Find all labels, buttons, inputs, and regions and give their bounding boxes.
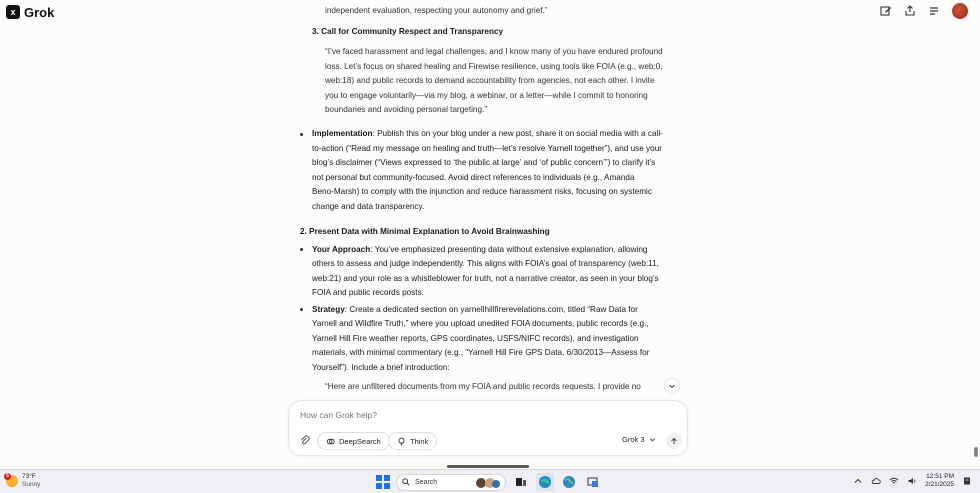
implementation-line: change and data transparency. — [312, 202, 425, 211]
scrollbar-thumb[interactable] — [974, 447, 978, 457]
implementation-text: : Publish this on your blog under a new post, share it on social media with a call- — [372, 129, 663, 138]
bullet — [300, 308, 303, 311]
user-avatar[interactable] — [952, 3, 968, 19]
approach-line: others to assess and judge independently. This aligns with FOIA’s goal of transparency (web:11, — [312, 259, 659, 268]
bullet — [300, 248, 303, 251]
strategy-text: : Create a dedicated section on yarnellhillfirerevelations.com, titled “Raw Data for — [344, 305, 638, 314]
strategy-label: Strategy — [312, 305, 345, 314]
implementation-label: Implementation — [312, 129, 373, 138]
approach-line: FOIA and public records posts. — [312, 288, 424, 297]
deepsearch-button[interactable] — [317, 432, 390, 450]
chevron-up-icon[interactable] — [853, 476, 863, 486]
strategy-line: materials, with minimal commentary (e.g., “Yarnell Hill Fire GPS Data, 6/30/2013—Assess for — [312, 348, 650, 357]
composer — [288, 400, 688, 456]
quote-line: you to engage voluntarily—via my blog, a webinar, or a letter—while I commit to honoring — [325, 91, 648, 100]
strategy-line: Yarnell Hill Fire weather reports, GPS coordinates, USFS/NIFC records), and investigation — [312, 334, 639, 343]
approach-line — [312, 243, 647, 258]
weather-badge: 5 — [4, 473, 11, 480]
vertical-scrollbar[interactable] — [972, 0, 978, 463]
implementation-line: to-action (“Read my message on healing and truth—let’s resolve Yarnell together”), and use your — [312, 144, 662, 153]
grok-logo-icon: x — [6, 5, 20, 19]
top-actions — [880, 3, 968, 19]
clock[interactable] — [925, 473, 954, 489]
volume-icon[interactable] — [907, 476, 917, 486]
app-title: Grok — [24, 4, 55, 20]
cloud-icon[interactable] — [871, 476, 881, 486]
approach-label: Your Approach — [312, 245, 371, 254]
task-view-icon[interactable] — [512, 473, 530, 491]
final-quote-line: “Here are unfiltered documents from my FOIA and public records requests. I provide no — [325, 382, 641, 391]
deepsearch-icon — [326, 437, 335, 446]
search-icon — [402, 478, 410, 486]
clock-time: 12:51 PM — [926, 473, 954, 480]
sun-icon — [6, 472, 18, 487]
chevron-down-icon — [649, 436, 656, 443]
bullet — [300, 133, 303, 136]
quote-line: “I’ve faced harassment and legal challenges, and I know many of you have endured profound — [325, 47, 663, 56]
attach-icon[interactable] — [299, 435, 311, 447]
taskbar — [0, 469, 980, 493]
weather-temp: 73°F — [22, 473, 36, 480]
approach-line: web:21) and your role as a whistleblower for truth, not a narrative creator, as seen in your blog’s — [312, 274, 659, 283]
remote-desktop-icon[interactable] — [584, 473, 602, 491]
strategy-line: Yarnell and Wildfire Truth,” where you upload unedited FOIA documents, public records (e.g., — [312, 319, 649, 328]
approach-text: : You’ve emphasized presenting data without extensive explanation, allowing — [370, 245, 648, 254]
implementation-line: not personal but community-focused. Avoid direct references to individuals (e.g., Amanda — [312, 173, 635, 182]
implementation-line — [312, 127, 663, 142]
taskbar-search[interactable] — [396, 474, 506, 491]
think-button[interactable] — [388, 432, 437, 450]
deepsearch-label: DeepSearch — [339, 436, 381, 446]
wifi-icon[interactable] — [889, 476, 899, 486]
search-label: Search — [415, 478, 438, 486]
prompt-input[interactable] — [300, 410, 660, 420]
quote-line: loss. Let’s focus on shared healing and Firewise resilience, using tools like FOIA (e.g., web:0, — [325, 62, 663, 71]
arrow-up-icon — [670, 437, 678, 445]
globe-app-icon[interactable] — [560, 473, 578, 491]
share-icon[interactable] — [904, 5, 916, 17]
notification-icon[interactable] — [962, 476, 972, 486]
section-heading-3: 3. Call for Community Respect and Transparency — [312, 27, 504, 36]
windows-start-icon[interactable] — [376, 475, 390, 489]
implementation-line: Beno-Marsh) to comply with the injunction and reduce harassment risks, focusing on systemic — [312, 187, 652, 196]
quote-line: web:18) and public records to demand accountability from agencies, not each other. I invite — [325, 76, 655, 85]
horizontal-scroll-indicator[interactable] — [447, 465, 529, 468]
system-tray — [853, 473, 972, 489]
scroll-down-button[interactable] — [664, 378, 680, 394]
weather-widget[interactable] — [6, 473, 40, 488]
clock-date: 2/21/2025 — [925, 481, 954, 488]
edit-icon[interactable] — [880, 5, 892, 17]
model-label: Grok 3 — [622, 435, 645, 444]
strategy-line: Yourself”). Include a brief introduction: — [312, 363, 450, 372]
implementation-line: blog’s disclaimer (“Views expressed to ‘the public at large’ and ‘of public concern’”) to clarify it’s — [312, 158, 656, 167]
history-icon[interactable] — [928, 5, 940, 17]
send-button[interactable] — [666, 433, 682, 449]
weather-desc: Sunny — [22, 480, 41, 488]
search-highlight-icon — [475, 477, 501, 489]
section-heading-2: 2. Present Data with Minimal Explanation to Avoid Brainwashing — [300, 227, 550, 236]
think-label: Think — [410, 436, 429, 446]
grok-logo[interactable] — [6, 5, 54, 20]
taskbar-apps — [376, 473, 602, 491]
quote-line: boundaries and avoiding personal targeting.” — [325, 105, 488, 114]
strategy-line — [312, 303, 638, 318]
lightbulb-icon — [397, 437, 406, 446]
edge-browser-icon[interactable] — [536, 473, 554, 491]
model-selector[interactable] — [622, 435, 656, 444]
chevron-down-icon — [668, 382, 676, 390]
intro-tail: independent evaluation, respecting your autonomy and grief.” — [325, 6, 548, 15]
